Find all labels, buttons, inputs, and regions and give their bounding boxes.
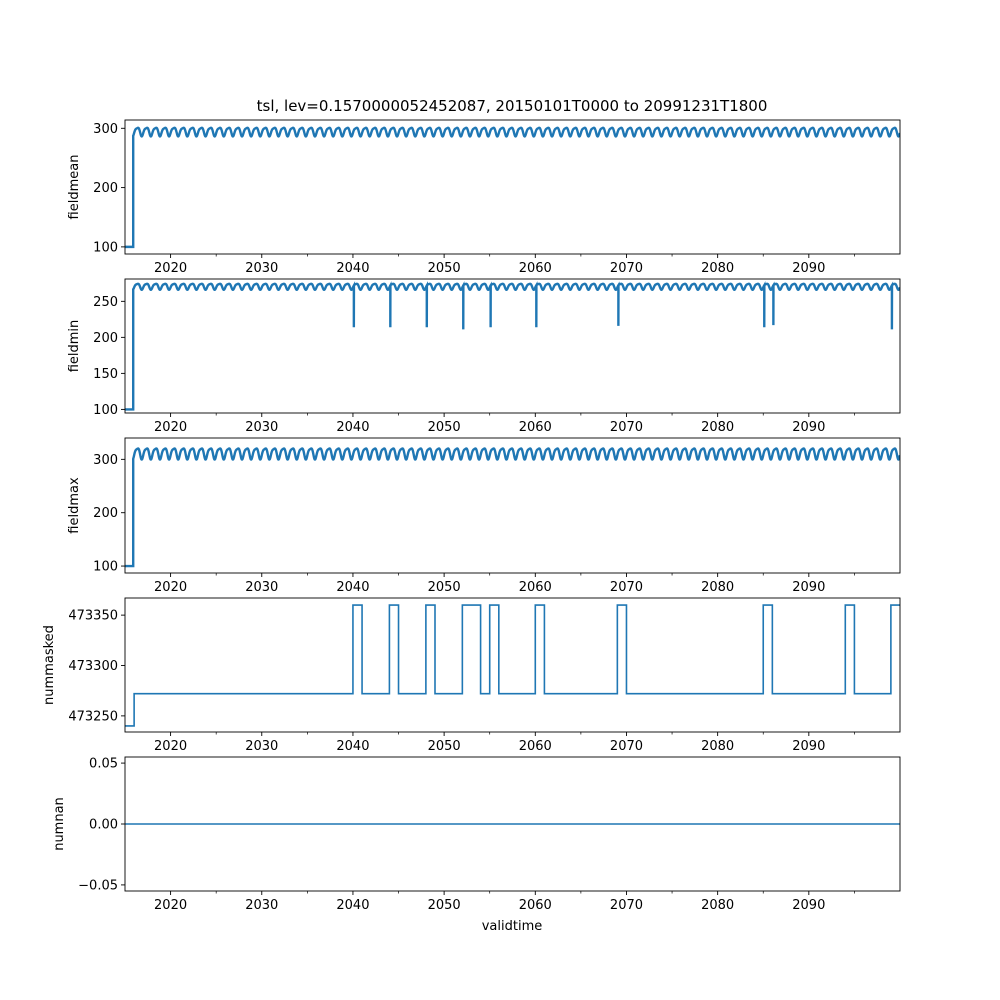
y-axis-label-fieldmin: fieldmin [67,319,82,373]
x-tick-label: 2030 [245,420,279,435]
y-tick-label: 473250 [68,709,118,725]
series-line-fieldmean [125,128,900,247]
panel-fieldmax [67,438,900,595]
x-tick-label: 2020 [154,420,188,435]
y-tick-label: 473300 [68,659,118,675]
x-tick-label: 2090 [792,420,826,435]
x-tick-label: 2040 [336,261,370,276]
y-tick-label: 250 [93,294,118,310]
x-tick-label: 2040 [336,420,370,435]
x-tick-label: 2050 [427,739,461,754]
axes-frame-nummasked [125,598,900,732]
y-tick-label: 473350 [68,608,118,624]
y-tick-label: 300 [93,452,118,468]
x-tick-label: 2060 [518,739,552,754]
x-tick-label: 2070 [609,898,644,913]
panel-fieldmean [67,120,900,276]
chart-title: tsl, lev=0.1570000052452087, 20150101T0000 to 20991231T1800 [256,97,768,115]
x-tick-label: 2070 [609,739,644,754]
y-tick-label: 0.00 [89,817,118,833]
axes-frame-fieldmean [125,120,900,254]
x-tick-label: 2090 [792,580,826,595]
x-tick-label: 2090 [792,898,826,913]
panel-numnan [52,757,900,913]
x-tick-label: 2090 [792,739,826,754]
x-tick-label: 2060 [518,898,552,913]
series-line-nummasked [125,605,900,726]
x-tick-label: 2040 [336,898,370,913]
x-tick-label: 2040 [336,580,370,595]
x-tick-label: 2050 [427,898,461,913]
x-tick-label: 2030 [245,739,279,754]
axes-frame-fieldmin [125,279,900,413]
x-tick-label: 2050 [427,580,461,595]
panel-nummasked [42,598,900,754]
x-tick-label: 2080 [701,420,735,435]
y-axis-label-numnan: numnan [52,797,67,851]
x-tick-label: 2070 [609,580,644,595]
y-axis-label-nummasked: nummasked [42,625,57,705]
x-tick-label: 2060 [518,420,552,435]
panels [42,120,900,913]
x-tick-label: 2060 [518,580,552,595]
panel-fieldmin [67,279,900,435]
x-tick-label: 2050 [427,261,461,276]
y-axis-label-fieldmax: fieldmax [67,477,82,534]
x-tick-label: 2090 [792,261,826,276]
x-tick-label: 2020 [154,898,188,913]
x-tick-label: 2060 [518,261,552,276]
x-tick-label: 2040 [336,739,370,754]
y-tick-label: 200 [93,506,118,522]
x-tick-label: 2020 [154,739,188,754]
x-tick-label: 2080 [701,739,735,754]
series-line-fieldmin [125,284,900,410]
y-tick-label: 200 [93,330,118,346]
series-line-fieldmax [125,449,900,567]
y-tick-label: 300 [93,121,118,137]
y-axis-label-fieldmean: fieldmean [67,154,82,220]
x-tick-label: 2030 [245,580,279,595]
y-tick-label: 150 [93,366,118,382]
y-tick-label: 200 [93,181,118,197]
x-tick-label: 2070 [609,261,644,276]
x-tick-label: 2080 [701,261,735,276]
y-tick-label: 100 [93,402,118,418]
x-tick-label: 2070 [609,420,644,435]
x-tick-label: 2020 [154,580,188,595]
x-tick-label: 2050 [427,420,461,435]
y-tick-label: −0.05 [78,878,118,894]
y-tick-label: 100 [93,559,118,575]
y-tick-label: 0.05 [89,756,118,772]
x-tick-label: 2030 [245,898,279,913]
x-tick-label: 2080 [701,580,735,595]
y-tick-label: 100 [93,240,118,256]
x-tick-label: 2080 [701,898,735,913]
x-tick-label: 2020 [154,261,188,276]
x-tick-label: 2030 [245,261,279,276]
x-axis-label: validtime [481,919,543,934]
